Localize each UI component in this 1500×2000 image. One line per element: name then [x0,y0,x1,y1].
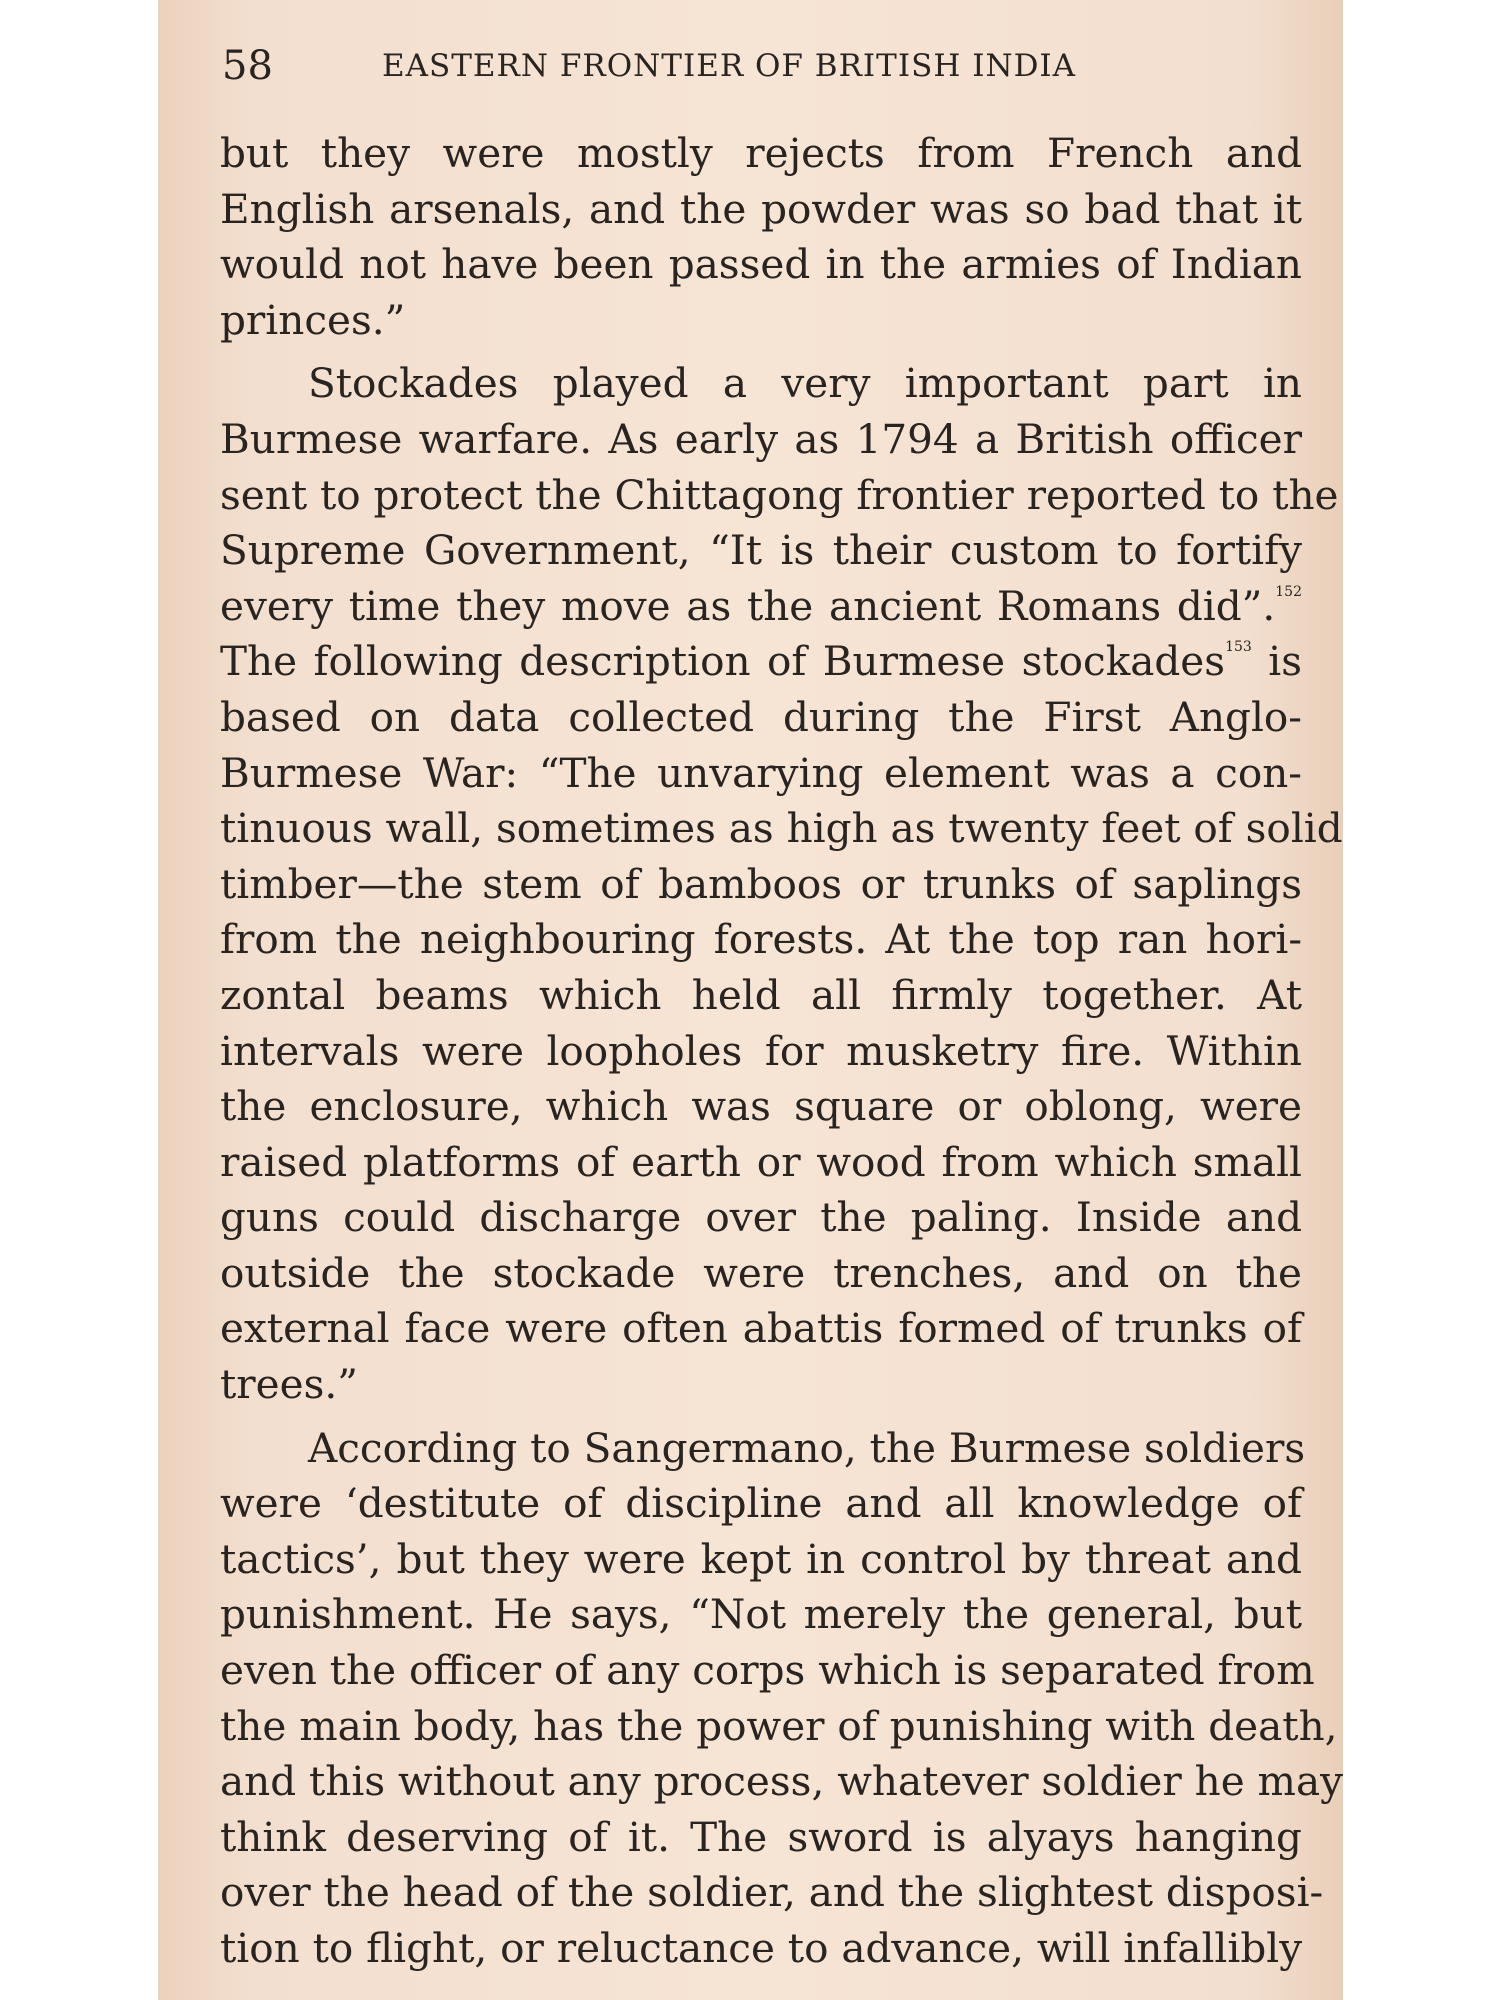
text-line: would not have been passed in the armies of Indian [220,240,1302,289]
text-line: trees.” [220,1360,358,1409]
text-line [220,579,1302,635]
text-line: timber—the stem of bamboos or trunks of saplings [220,859,1302,908]
text-line: even the officer of any corps which is separated from [220,1646,1315,1695]
text-line: tactics’, but they were kept in control by threat and [220,1534,1302,1583]
text-line: outside the stockade were trenches, and on the [220,1248,1302,1297]
text-line: guns could discharge over the paling. Inside and [220,1193,1302,1242]
running-title: EASTERN FRONTIER OF BRITISH INDIA [382,48,1077,84]
text-line: were ‘destitute of discipline and all knowledge of [220,1479,1302,1528]
text-line: punishment. He says, “Not merely the general, but [220,1590,1302,1639]
book-page [158,0,1343,2000]
footnote-ref-152: 152 [1275,583,1302,600]
text-line: the enclosure, which was square or oblong, were [220,1082,1302,1131]
paragraph-2 [220,356,1343,1412]
text-line: raised platforms of earth or wood from which small [220,1137,1302,1186]
text-line: zontal beams which held all firmly together. At [220,970,1302,1019]
paragraph-3 [220,1421,1343,1977]
text-line: Burmese warfare. As early as 1794 a British officer [220,414,1302,463]
text-line: sent to protect the Chittagong frontier reported to the [220,470,1339,519]
text-line: and this without any process, whatever soldier he may [220,1757,1343,1806]
footnote-ref-153: 153 [1225,639,1252,656]
text-line: the main body, has the power of punishing with death, [220,1701,1338,1750]
text-segment: The following description of Burmese stockades [220,637,1226,686]
text-line: external face were often abattis formed of trunks of [220,1304,1302,1353]
text-line: intervals were loopholes for musketry fire. Within [220,1026,1302,1075]
text-line: based on data collected during the First Anglo- [220,692,1302,741]
text-line: English arsenals, and the powder was so bad that it [220,184,1302,233]
page-header [222,38,1282,94]
text-line: tion to flight, or reluctance to advance, will infallibly [220,1924,1303,1972]
text-line: princes.” [220,295,406,344]
page-body [220,126,1343,1977]
text-segment: every time they move as the ancient Romans did”. [220,581,1276,630]
text-line: According to Sangermano, the Burmese soldiers [308,1423,1306,1472]
page-number: 58 [222,43,273,89]
text-line: Burmese War: “The unvarying element was a con- [220,748,1302,797]
text-line: think deserving of it. The sword is alyays hanging [220,1812,1302,1861]
text-segment: is [1251,637,1302,686]
text-line: Stockades played a very important part in [308,359,1302,408]
text-line: Supreme Government, “It is their custom to fortify [220,526,1302,575]
text-line: tinuous wall, sometimes as high as twenty feet of solid [220,804,1343,853]
paragraph-1 [220,126,1302,348]
text-line: from the neighbouring forests. At the top ran hori- [220,915,1302,964]
text-line: but they were mostly rejects from French and [220,129,1302,177]
text-line [220,634,1302,690]
text-line: over the head of the soldier, and the slightest disposi- [220,1868,1324,1917]
